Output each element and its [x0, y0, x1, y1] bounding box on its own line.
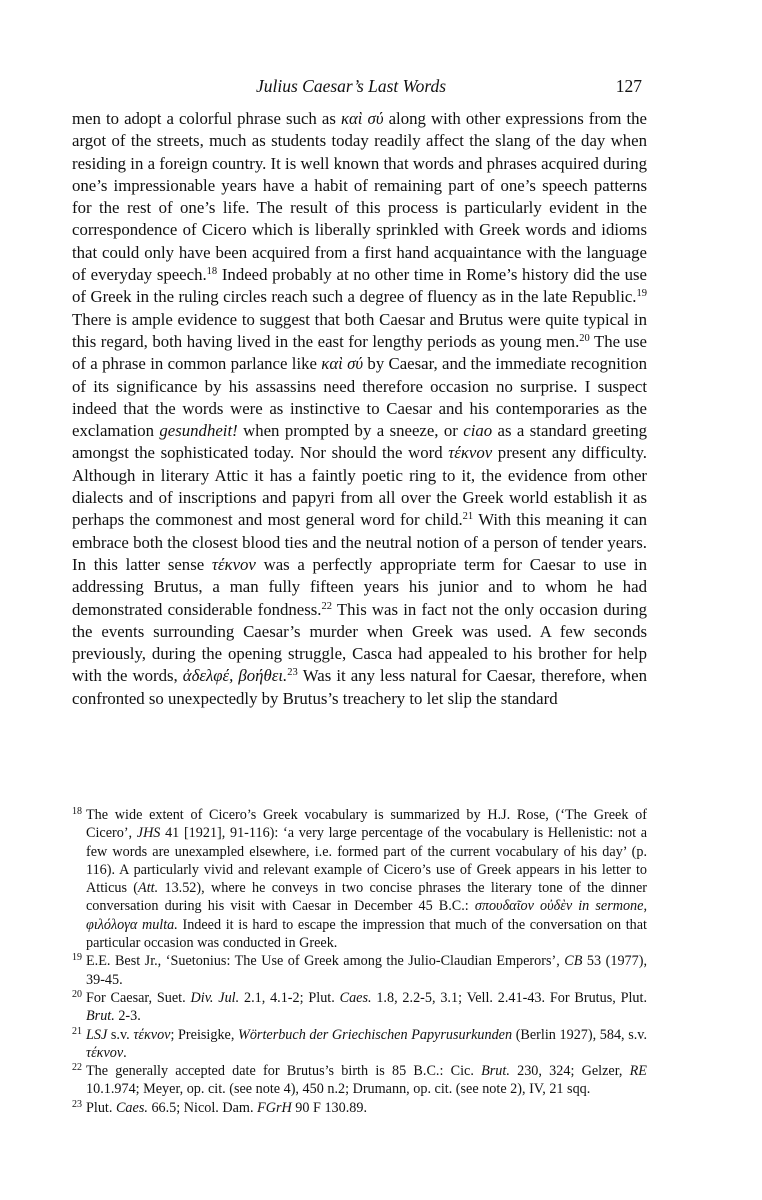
greek-word: τέκνον	[133, 1026, 171, 1043]
footnote-23: 23 Plut. Caes. 66.5; Nicol. Dam. FGrH 90 F 130.89.	[72, 1098, 368, 1116]
page-number: 127	[615, 76, 642, 96]
journal-abbrev: JHS	[136, 825, 161, 842]
footnote-text: 10.1.974; Meyer, op. cit. (see note 4), 450 n.2; Drumann, op. cit. (see note 2), IV, 21 sqq.	[86, 1081, 591, 1098]
work-abbrev: Div. Jul.	[190, 989, 240, 1006]
footnote-text: 53 (1977), 39-45.	[86, 953, 648, 988]
greek-quote: σπουδαῖον οὐδὲν in sermone, φιλόλογα multa.	[86, 898, 647, 933]
footnote-ref-19[interactable]: 19	[636, 288, 647, 300]
body-text-run: was a perfectly appropriate term for Caesar to use in addressing Brutus, a man fully fifteen years his junior and to whom he had demonstrated considerable fondness.	[72, 554, 647, 619]
footnote-text: 13.52), where he conveys in two concise phrases the literary tone of the dinner conversation during his visit with Caesar in December 45 B.C.:	[86, 880, 647, 915]
running-header	[256, 76, 642, 98]
work-abbrev: RE	[629, 1063, 647, 1080]
footnote-text: 1.8, 2.2-5, 3.1; Vell. 2.41-43. For Brutus, Plut.	[371, 989, 648, 1006]
body-text-run: This was in fact not the only occasion during the events surrounding Caesar’s murder when Greek was used. A few seconds previously, during the opening struggle, Casca had appealed to his brother for help with the words,	[72, 599, 648, 686]
work-abbrev: Brut.	[86, 1008, 115, 1025]
footnote-text: E.E. Best Jr., ‘Suetonius: The Use of Greek among the Julio-Claudian Emperors’,	[86, 953, 565, 970]
footnote-ref-21[interactable]: 21	[462, 511, 474, 523]
footnote-text: .	[123, 1044, 127, 1061]
body-text	[72, 108, 647, 710]
footnote-ref-22[interactable]: 22	[321, 600, 332, 612]
footnote-text: 2.1, 4.1-2; Plut.	[239, 989, 340, 1006]
footnote-ref-20[interactable]: 20	[579, 332, 590, 344]
body-text-run: Was it any less natural for Caesar, therefore, when confronted so unexpectedly by Brutus’s treachery to let slip the standard	[72, 666, 647, 708]
footnote-19: 19 E.E. Best Jr., ‘Suetonius: The Use of Greek among the Julio-Claudian Emperors’, CB 53 (1977), 39-45.	[72, 952, 648, 988]
greek-word: τέκνον	[211, 554, 256, 574]
italic-term: gesundheit!	[159, 421, 238, 441]
greek-word: τέκνον	[448, 443, 493, 463]
running-title: Julius Caesar’s Last Words	[256, 76, 447, 96]
body-text-run: as a standard greeting amongst the sophisticated today. Nor should the word	[72, 421, 647, 463]
footnote-21: 21 LSJ s.v. τέκνον; Preisigke, Wörterbuch der Griechischen Papyrusurkunden (Berlin 1927), 584, s.v. τέκνον.	[72, 1025, 647, 1061]
body-text-run: The use of a phrase in common parlance like	[72, 331, 647, 374]
footnote-text: Indeed it is hard to escape the impression that much of the conversation on that particular occasion was conducted in Greek.	[86, 916, 647, 952]
body-text-run: With this meaning it can embrace both the closest blood ties and the neutral notion of a person of tender years. In this latter sense	[72, 510, 647, 574]
journal-abbrev: CB	[564, 953, 583, 970]
work-abbrev: LSJ	[86, 1026, 108, 1043]
footnote-18: 18 The wide extent of Cicero’s Greek vocabulary is summarized by H.J. Rose, (‘The Greek of Cicero’, JHS 41 [1921], 91-116): ‘a very large percentage of the vocabulary is Hellenistic: not a few words are unexampled elsewhere, i.e. formed part of the current vocabulary of his day’ (p. 116). A particularly vivid and relevant example of Cicero’s use of Greek appears in his letter to Atticus (Att. 13.52), where he conveys in two concise phrases the literary tone of the dinner conversation during his visit with Caesar in December 45 B.C.: σπουδαῖον οὐδὲν in sermone, φιλόλογα multa. Indeed it is hard to escape the impression that much of the conversation on that particular occasion was conducted in Greek.	[72, 806, 647, 952]
body-paragraph	[72, 108, 647, 710]
body-text-run: men to adopt a colorful phrase such as	[72, 109, 341, 128]
greek-phrase: ἀδελφέ, βοήθει.	[182, 666, 288, 686]
footnote-text: 66.5; Nicol. Dam.	[147, 1099, 258, 1116]
footnote-ref-18[interactable]: 18	[206, 266, 218, 278]
work-abbrev: Att.	[138, 880, 159, 897]
body-text-run: Indeed probably at no other time in Rome’s history did the use of Greek in the ruling circles reach such a degree of fluency as in the late Republic.	[72, 265, 647, 307]
greek-phrase: καὶ σύ	[321, 354, 364, 374]
greek-word: τέκνον	[86, 1044, 124, 1061]
footnote-text: 230, 324; Gelzer,	[509, 1063, 630, 1080]
work-abbrev: Caes.	[339, 989, 372, 1006]
footnote-22: 22 The generally accepted date for Brutus’s birth is 85 B.C.: Cic. Brut. 230, 324; Gelzer, RE 10.1.974; Meyer, op. cit. (see note 4), 450 n.2; Drumann, op. cit. (see note 2), IV, 21 sqq.	[72, 1062, 647, 1098]
body-text-run: by Caesar, and the immediate recognition of its significance by his assassins need therefore occasion no surprise. I suspect indeed that the words were as instinctive to Caesar and his contemporaries as the exclamation	[72, 354, 648, 441]
footnote-text: 2-3.	[114, 1008, 141, 1025]
footnotes	[72, 806, 647, 1117]
work-title: Wörterbuch der Griechischen Papyrusurkunden	[238, 1026, 513, 1043]
footnote-text: 41 [1921], 91-116): ‘a very large percentage of the vocabulary is Hellenistic: not a few words are unexampled elsewhere, i.e. formed part of the current vocabulary of his day’ (p. 116). A particularly vivid and relevant example of Cicero’s use of Greek appears in his letter to Atticus (	[86, 825, 647, 897]
footnote-text: For Caesar, Suet.	[86, 989, 191, 1006]
footnote-text: The generally accepted date for Brutus’s birth is 85 B.C.: Cic.	[86, 1063, 482, 1080]
footnote-ref-23[interactable]: 23	[287, 667, 298, 679]
body-text-run: There is ample evidence to suggest that both Caesar and Brutus were quite typical in this regard, both having lived in the east for lengthy periods as young men.	[72, 309, 647, 351]
work-abbrev: Caes.	[115, 1099, 148, 1116]
footnote-20: 20 For Caesar, Suet. Div. Jul. 2.1, 4.1-2; Plut. Caes. 1.8, 2.2-5, 3.1; Vell. 2.41-43. For Brutus, Plut. Brut. 2-3.	[72, 988, 648, 1025]
footnote-text: ; Preisigke,	[170, 1026, 239, 1043]
footnote-text: (Berlin 1927), 584, s.v.	[512, 1026, 647, 1043]
footnote-text: s.v.	[107, 1026, 134, 1043]
work-abbrev: Brut.	[481, 1063, 510, 1080]
work-abbrev: FGrH	[257, 1099, 292, 1116]
footnote-text: 90 F 130.89.	[291, 1099, 368, 1116]
italic-term: ciao	[463, 421, 493, 441]
body-text-run: along with other expressions from the argot of the streets, much as students today readily affect the slang of the day when residing in a foreign country. It is well known that words and phrases acquired during one’s impressionable years have a habit of remaining part of one’s speech patterns for the rest of one’s life. The result of this process is particularly evident in the correspondence of Cicero which is liberally sprinkled with Greek words and idioms that could only have been acquired from a first hand acquaintance with the language of everyday speech.	[72, 109, 647, 285]
body-text-run: when prompted by a sneeze, or	[237, 421, 464, 441]
footnote-text: The wide extent of Cicero’s Greek vocabulary is summarized by H.J. Rose, (‘The Greek of Cicero’,	[86, 807, 647, 842]
greek-phrase: καὶ σύ	[340, 109, 384, 128]
body-text-run: present any difficulty. Although in literary Attic it has a faintly poetic ring to it, the evidence from other dialects and of inscriptions and papyri from all over the Greek world establish it as perhaps the commonest and most general word for child.	[72, 443, 647, 530]
footnote-text: Plut.	[86, 1099, 116, 1116]
